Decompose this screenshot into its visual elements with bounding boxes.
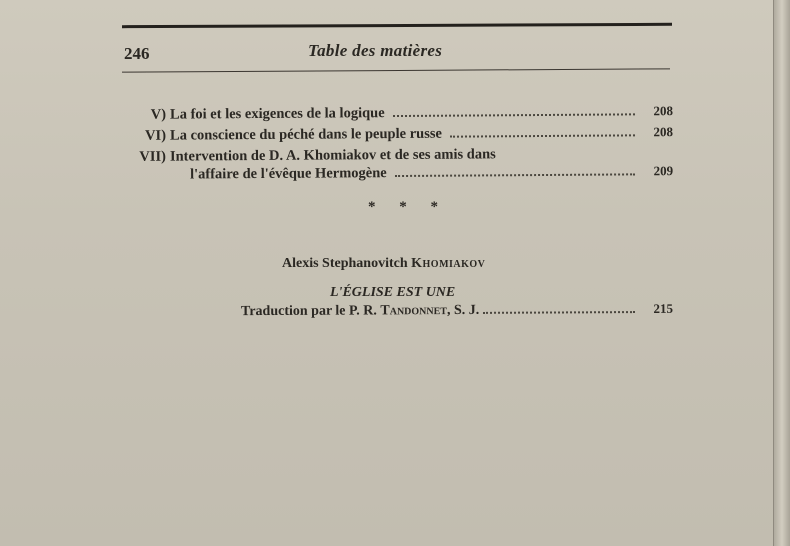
header-bottom-rule: [122, 68, 670, 72]
toc-entry: [128, 145, 673, 184]
toc-entry-title: Intervention de D. A. Khomiakov et de ses amis dans: [169, 146, 496, 165]
toc-entry-title: La conscience du péché dans le peuple russe: [169, 125, 442, 144]
translation-entry: [241, 301, 673, 320]
toc-entry-number: VI): [144, 127, 167, 144]
toc-entry-title: La foi et les exigences de la logique: [169, 105, 385, 123]
running-title: Table des matières: [308, 41, 443, 60]
toc-entry-page: 208: [653, 103, 674, 119]
toc-entry: [128, 102, 673, 124]
toc-entry-page: 209: [653, 163, 674, 179]
translation-suffix: , S. J.: [446, 302, 480, 319]
translation-page: 215: [653, 300, 674, 316]
author-first-name: Alexis Stephanovitch: [282, 256, 408, 271]
toc-entry-number: VII): [139, 148, 166, 165]
toc-entry-title-continued: l'affaire de l'évêque Hermogène: [190, 165, 387, 183]
toc-entry-page: 208: [653, 124, 674, 140]
page-edge: [773, 0, 790, 546]
toc-entry: [128, 123, 673, 145]
dot-leader: [393, 113, 635, 117]
dot-leader: [483, 311, 635, 314]
author-name: [282, 256, 485, 272]
dot-leader: [450, 134, 635, 137]
toc-entry-number: V): [150, 106, 167, 123]
work-title: L'ÉGLISE EST UNE: [330, 285, 456, 300]
header-top-rule: [122, 23, 672, 28]
author-last-name: Khomiakov: [411, 256, 486, 271]
translator-name: Tandonnet: [380, 303, 447, 319]
page-number: 246: [124, 44, 150, 63]
translation-prefix: Traduction par le P. R.: [240, 303, 377, 320]
dot-leader: [395, 173, 635, 177]
section-separator: * * *: [368, 199, 448, 215]
